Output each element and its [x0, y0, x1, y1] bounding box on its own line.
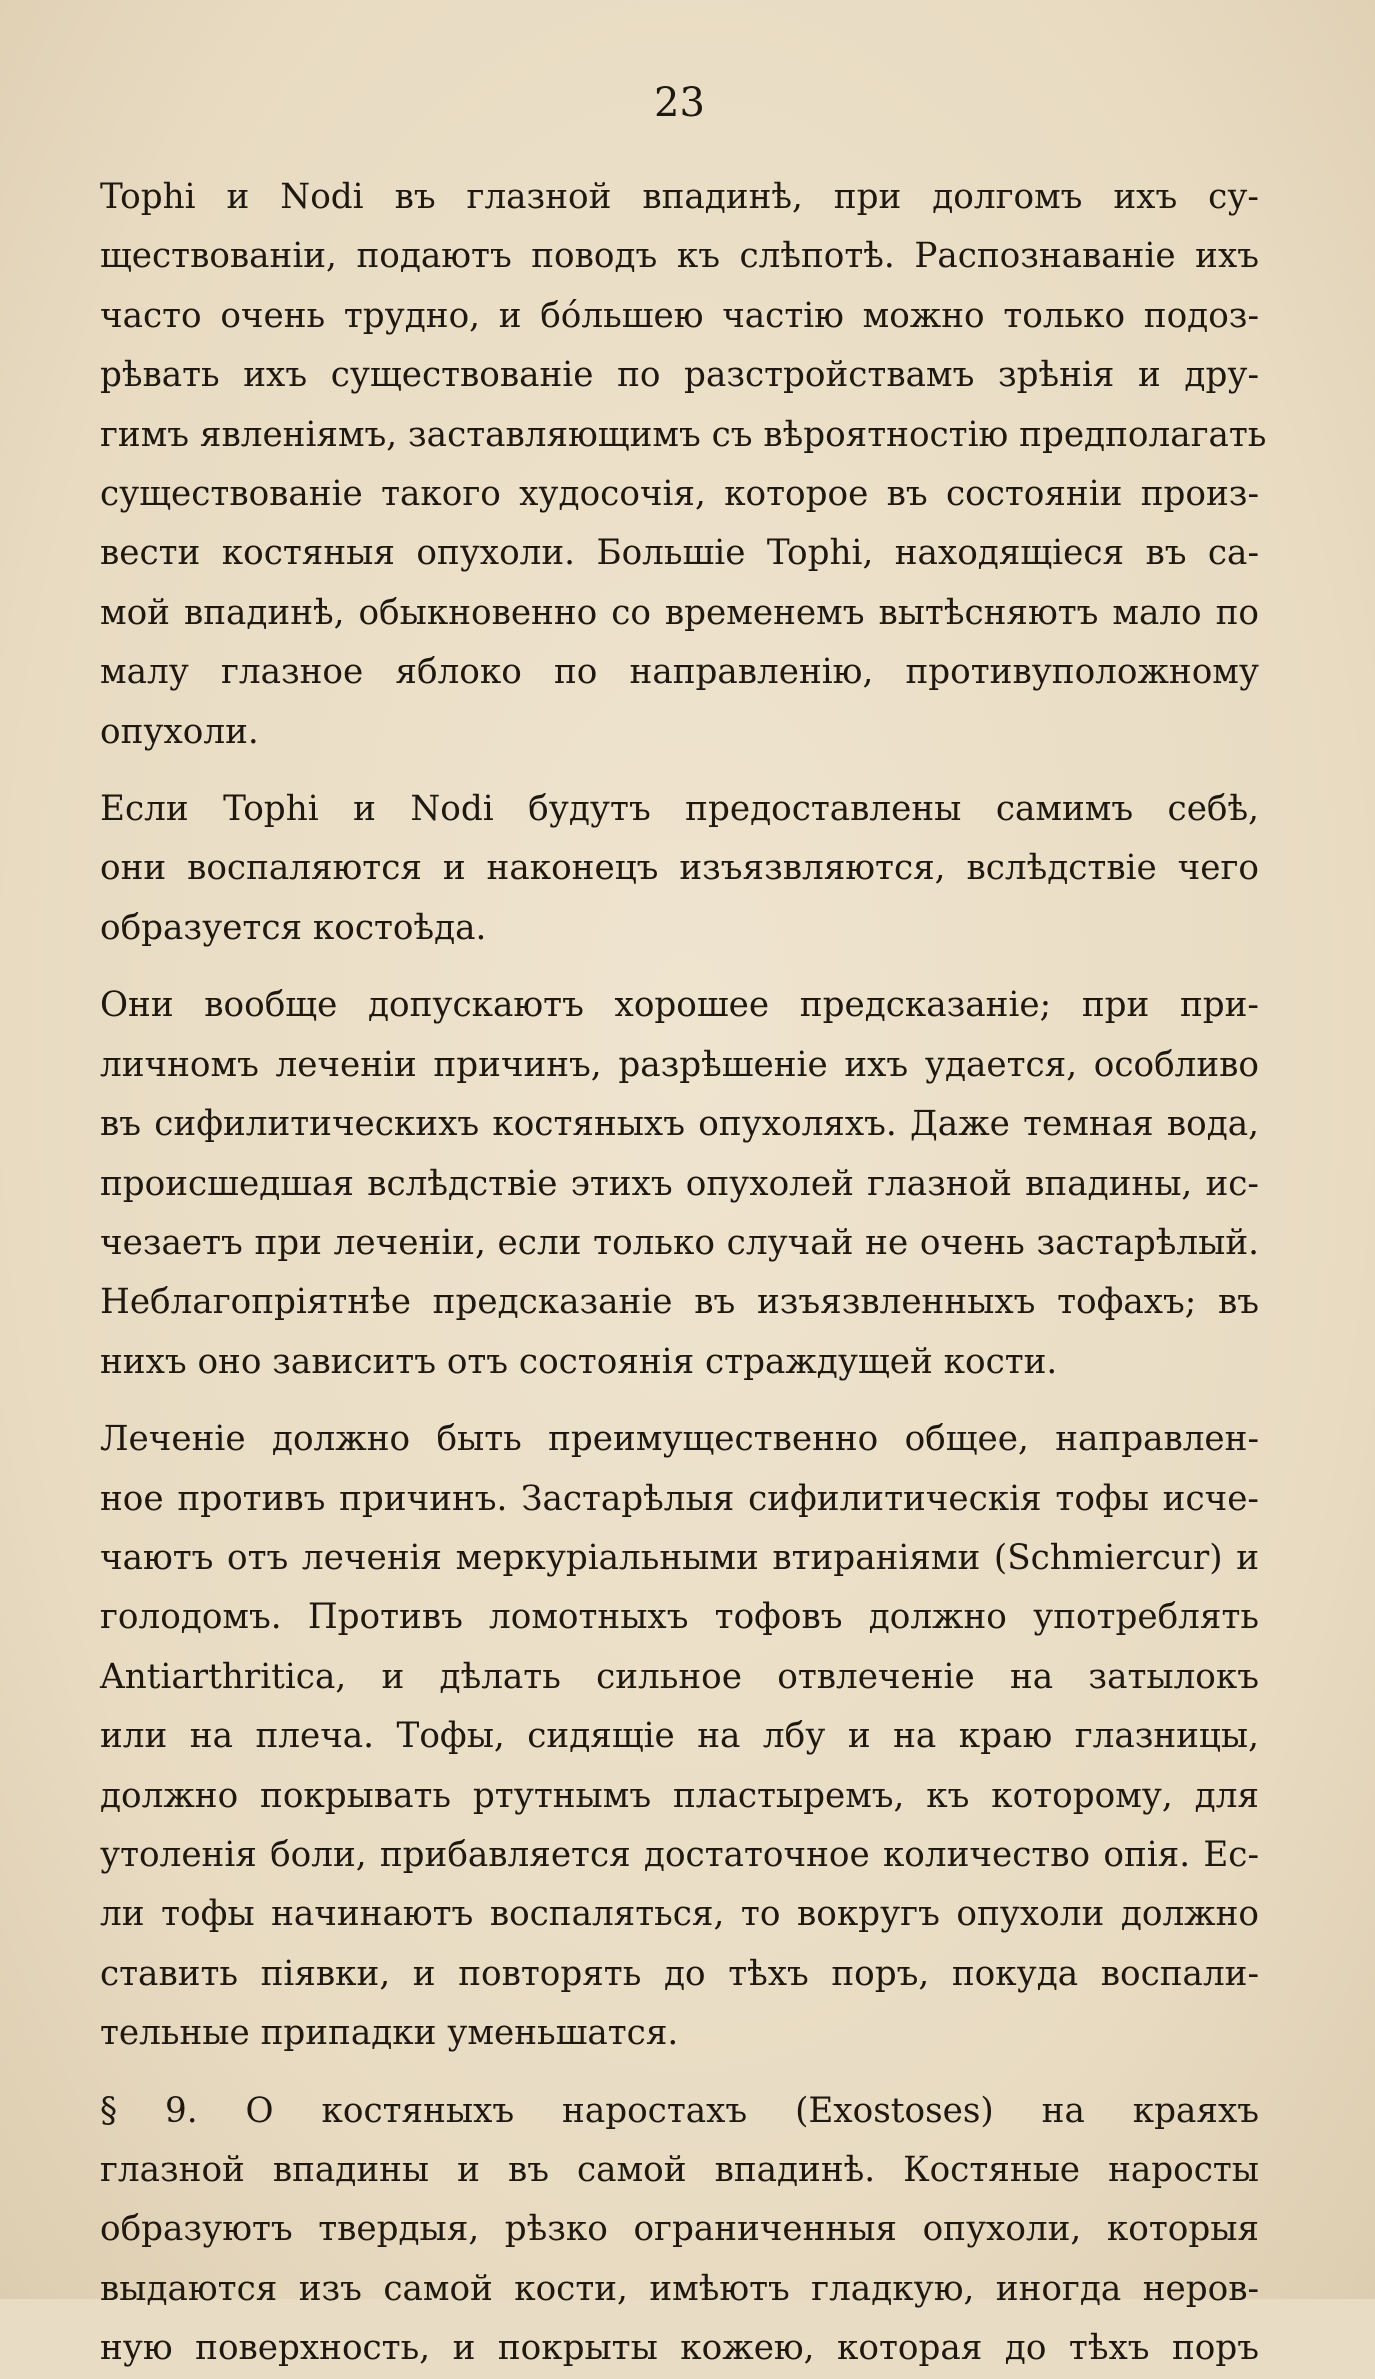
text-line: ли тофы начинаютъ воспаляться, то вокругъ опухоли должно — [100, 1894, 1259, 1935]
text-line: ставить піявки, и повторять до тѣхъ поръ, покуда воспали- — [100, 1953, 1259, 1994]
text-line: должно покрывать ртутнымъ пластыремъ, къ которому, для — [100, 1775, 1259, 1816]
text-line: выдаются изъ самой кости, имѣютъ гладкую, иногда неров- — [100, 2268, 1259, 2309]
text-line: чезаетъ при леченіи, если только случай не очень застарѣлый. — [100, 1222, 1259, 1263]
text-line: происшедшая вслѣдствіе этихъ опухолей глазной впадины, ис- — [100, 1163, 1259, 1204]
text-line: § 9. О костяныхъ наростахъ (Exostoses) на краяхъ — [100, 2090, 1259, 2131]
text-line: голодомъ. Противъ ломотныхъ тофовъ должно употреблять — [100, 1597, 1259, 1638]
text-line: вести костяныя опухоли. Большіе Tophi, находящіеся въ са- — [100, 533, 1259, 574]
text-line: существованіе такого худосочія, которое въ состояніи произ- — [100, 474, 1259, 515]
text-line: Неблагопріятнѣе предсказаніе въ изъязвленныхъ тофахъ; въ — [100, 1282, 1259, 1323]
text-line: гимъ явленіямъ, заставляющимъ съ вѣроятностію предполагать — [100, 414, 1267, 455]
text-line: часто очень трудно, и бо́льшею частію можно только подоз- — [100, 295, 1259, 336]
text-line: тельные припадки уменьшатся. — [100, 2013, 679, 2054]
text-line: Tophi и Nodi въ глазной впадинѣ, при долгомъ ихъ су- — [100, 177, 1259, 217]
paragraph-inflammation — [100, 780, 1259, 958]
text-line: ную поверхность, и покрыты кожею, которая до тѣхъ поръ — [100, 2328, 1259, 2369]
text-line: или на плеча. Тофы, сидящіе на лбу и на краю глазницы, — [100, 1716, 1259, 1757]
text-line: Если Tophi и Nodi будутъ предоставлены самимъ себѣ, — [100, 789, 1259, 830]
text-line: Они вообще допускаютъ хорошее предсказаніе; при при- — [100, 985, 1259, 1026]
text-line: опухоли. — [100, 711, 259, 752]
text-line: ное противъ причинъ. Застарѣлыя сифилитическія тофы исче- — [100, 1478, 1259, 1519]
text-line: рѣвать ихъ существованіе по разстройствамъ зрѣнія и дру- — [100, 355, 1259, 396]
paragraph-treatment — [100, 1410, 1259, 2063]
text-line: они воспаляются и наконецъ изъязвляются, вслѣдствіе чего — [100, 848, 1259, 889]
text-line: Antiarthritica, и дѣлать сильное отвлеченіе на затылокъ — [100, 1656, 1259, 1697]
paragraph-tophi-nodi — [100, 168, 1267, 762]
text-line: мой впадинѣ, обыкновенно со временемъ вытѣсняютъ мало по — [100, 592, 1259, 633]
text-line: утоленія боли, прибавляется достаточное количество опія. Ес- — [100, 1834, 1259, 1875]
text-line: глазной впадины и въ самой впадинѣ. Костяные наросты — [100, 2150, 1259, 2190]
paragraph-prognosis — [100, 976, 1259, 1392]
text-line: образуется костоѣда. — [100, 907, 487, 948]
page-number: 23 — [654, 80, 705, 126]
text-line: личномъ леченіи причинъ, разрѣшеніе ихъ удается, особливо — [100, 1044, 1259, 1085]
text-line: Леченіе должно быть преимущественно общее, направлен- — [100, 1419, 1259, 1460]
paragraph-section-9 — [100, 2082, 1259, 2379]
text-line: ществованіи, подаютъ поводъ къ слѣпотѣ. Распознаваніе ихъ — [100, 236, 1259, 277]
text-line: чаютъ отъ леченія меркуріальными втираніями (Schmiercur) и — [100, 1537, 1259, 1578]
text-line: образуютъ твердыя, рѣзко ограниченныя опухоли, которыя — [100, 2209, 1259, 2250]
text-line: въ сифилитическихъ костяныхъ опухоляхъ. Даже темная вода, — [100, 1104, 1259, 1145]
text-line: малу глазное яблоко по направленію, противуположному — [100, 652, 1259, 693]
text-line: нихъ оно зависитъ отъ состоянія страждущей кости. — [100, 1341, 1058, 1382]
